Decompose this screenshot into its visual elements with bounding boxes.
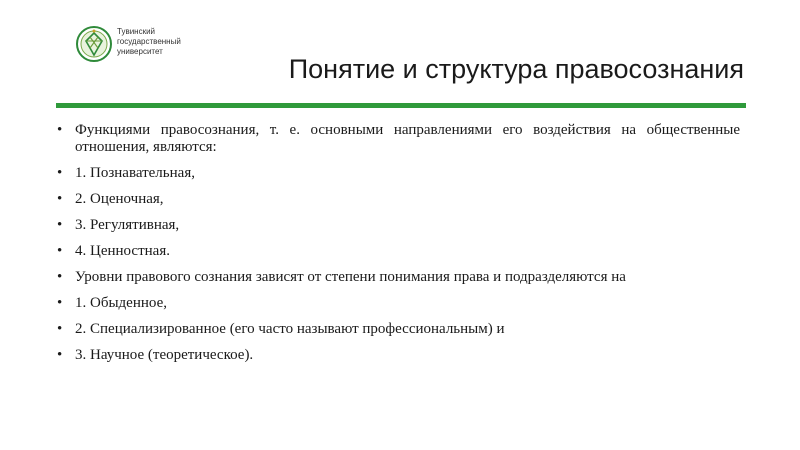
bullet-icon: • xyxy=(57,243,63,259)
university-name-line-3: университет xyxy=(117,47,163,56)
list-item-text: 1. Обыденное, xyxy=(75,295,167,311)
university-emblem-icon xyxy=(76,26,112,62)
bullet-icon: • xyxy=(57,217,63,233)
bullet-icon: • xyxy=(57,347,63,363)
title-divider xyxy=(56,103,746,108)
list-item xyxy=(57,347,740,364)
university-name xyxy=(117,27,227,57)
list-item-text: 3. Регулятивная, xyxy=(75,217,180,233)
list-item xyxy=(57,217,740,234)
list-item-text: Уровни правового сознания зависят от степени понимания права и подразделяются на xyxy=(75,269,626,285)
list-item-text: Функциями правосознания, т. е. основными направлениями его воздействия на общественные отношения, являются: xyxy=(75,122,740,155)
list-item-text: 1. Познавательная, xyxy=(75,165,195,181)
list-item xyxy=(57,165,740,182)
university-name-line-2: государственный xyxy=(117,37,181,46)
bullet-icon: • xyxy=(57,165,63,181)
list-item xyxy=(57,295,740,312)
bullet-icon: • xyxy=(57,191,63,207)
bullet-list xyxy=(57,122,740,373)
list-item xyxy=(57,122,740,156)
list-item xyxy=(57,191,740,208)
list-item-text: 4. Ценностная. xyxy=(75,243,170,259)
list-item-text: 3. Научное (теоретическое). xyxy=(75,347,254,363)
bullet-icon: • xyxy=(57,321,63,337)
bullet-icon: • xyxy=(57,295,63,311)
list-item-text: 2. Оценочная, xyxy=(75,191,164,207)
bullet-icon: • xyxy=(57,269,63,285)
slide-title: Понятие и структура правосознания xyxy=(288,54,744,84)
list-item xyxy=(57,243,740,260)
list-item-text: 2. Специализированное (его часто называют профессиональным) и xyxy=(75,321,505,337)
list-item xyxy=(57,269,740,286)
list-item xyxy=(57,321,740,338)
bullet-icon: • xyxy=(57,122,63,138)
university-name-line-1: Тувинский xyxy=(117,27,156,36)
